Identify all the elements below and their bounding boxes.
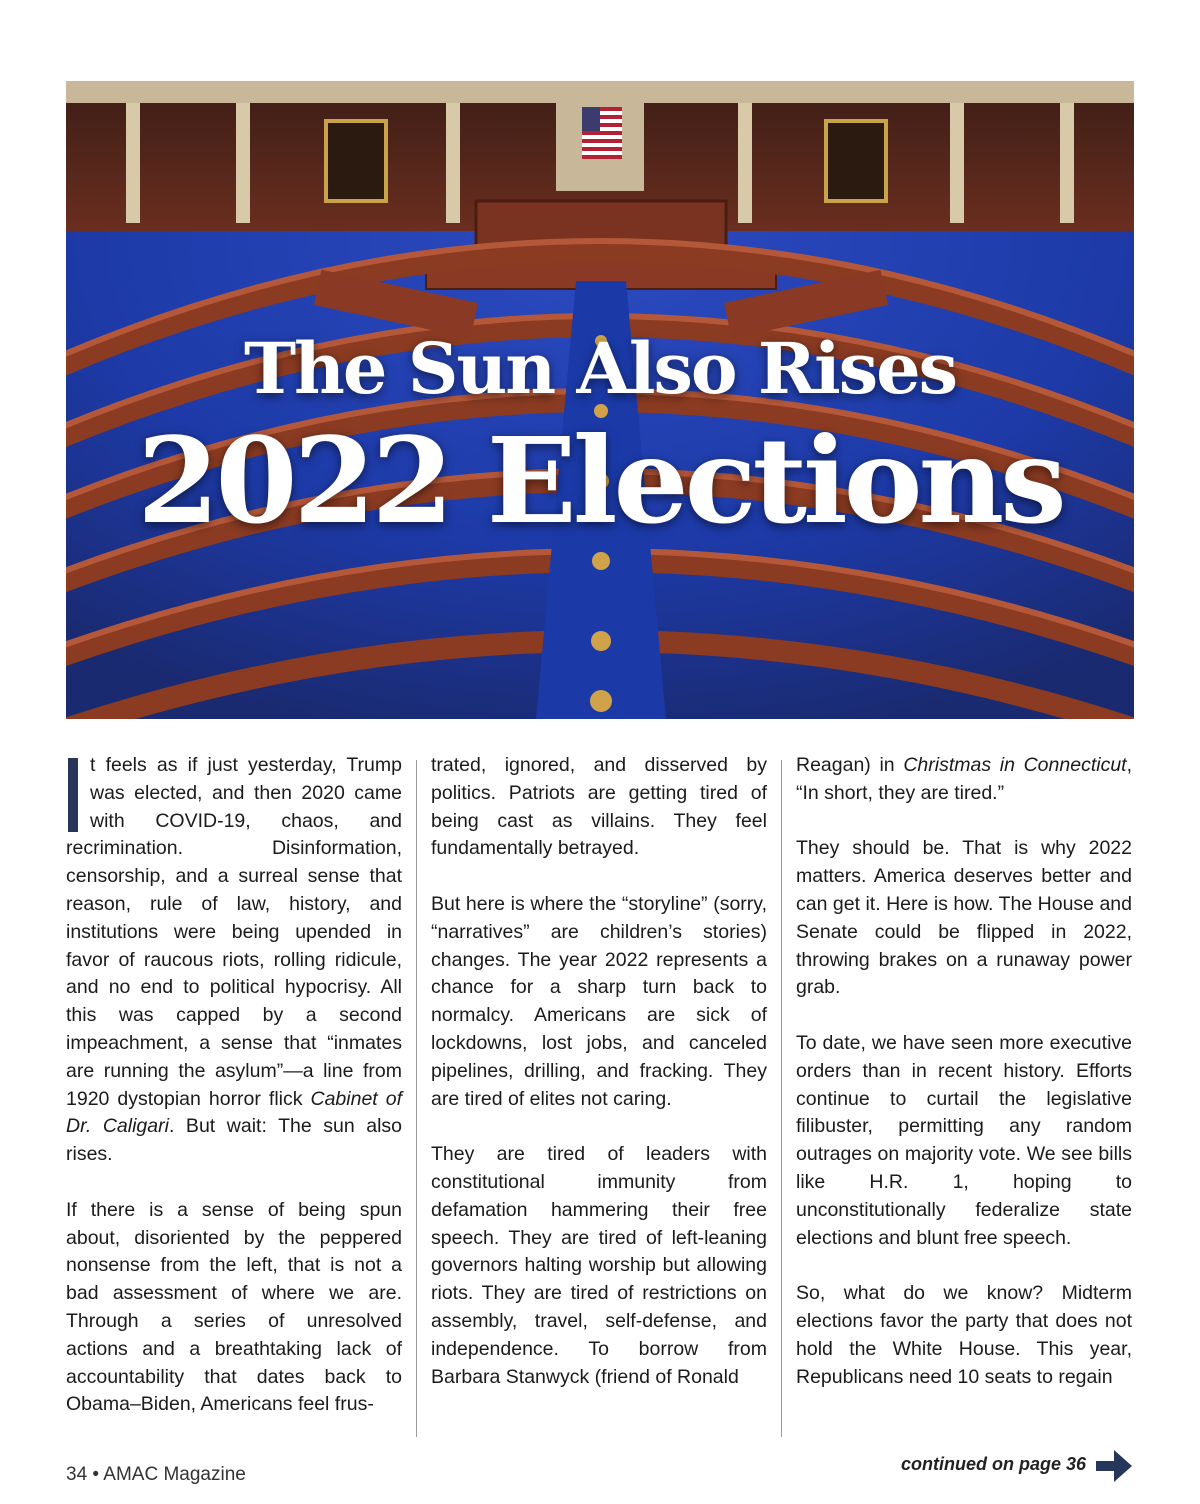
paragraph: trated, ignored, and disserved by politics. Patriots are getting tired of being cast as villains. They feel fundamentally betrayed.	[431, 754, 767, 860]
paragraph: They should be. That is why 2022 matters. America deserves better and can get it. Here is how. The House and Senate could be flipped in 2022, throwing brakes on a runaway power grab.	[796, 837, 1132, 999]
article-column-1	[66, 752, 402, 1447]
paragraph: But here is where the “storyline” (sorry, “narratives” are children’s stories) changes. The year 2022 represents a chance for a sharp turn back to normalcy. Americans are sick of lockdowns, lost jobs, and canceled pipelines, drilling, and fracking. They are tired of elites not caring.	[431, 892, 767, 1110]
headline-line1: The Sun Also Rises	[243, 327, 957, 410]
article-column-3	[796, 752, 1132, 1419]
paragraph: To date, we have seen more executive orders than in recent history. Efforts continue to curtail the legislative filibuster, permitting any random outrages on majority vote. We see bills like H.R. 1, hoping to unconstitutionally federalize state elections and blunt free speech.	[796, 1031, 1132, 1249]
paragraph: Reagan) in Christmas in Connecticut, “In short, they are tired.”	[796, 754, 1132, 804]
continued-link[interactable]: continued on page 36	[900, 1454, 1086, 1474]
headline-line2: 2022 Elections	[137, 411, 1063, 550]
arrow-right-icon[interactable]	[1094, 1446, 1134, 1486]
article-column-2	[431, 752, 767, 1419]
hero-image	[66, 81, 1134, 719]
paragraph: They are tired of leaders with constitutional immunity from defamation hammering their free speech. They are tired of left-leaning governors halting worship but allowing riots. They are tired of restrictions on assembly, travel, self-defense, and independence. To borrow from Barbara Stanwyck (friend of Ronald	[431, 1143, 767, 1388]
page-footer-label: 34 • AMAC Magazine	[66, 1464, 246, 1485]
paragraph: So, what do we know? Midterm elections favor the party that does not hold the White House. This year, Republicans need 10 seats to regain	[796, 1282, 1132, 1388]
paragraph: t feels as if just yesterday, Trump was elected, and then 2020 came with COVID-19, chaos, and recrimination. Disinformation, censorship, and a surreal sense that reason, rule of law, history, and institutions were being upended in favor of raucous riots, rolling ridicule, and no end to political hypocrisy. All this was capped by a second impeachment, a sense that “inmates are running the asylum”—a line from 1920 dystopian horror flick Cabinet of Dr. Caligari. But wait: The sun also rises.	[66, 754, 403, 1166]
column-divider	[416, 760, 417, 1437]
column-divider	[781, 760, 782, 1437]
paragraph: If there is a sense of being spun about, disoriented by the peppered nonsense from the left, that is not a bad assessment of where we are. Through a series of unresolved actions and a breathtaking lack of accountability that dates back to Obama–Biden, Americans feel frus-	[66, 1198, 402, 1416]
dropcap	[68, 758, 78, 832]
